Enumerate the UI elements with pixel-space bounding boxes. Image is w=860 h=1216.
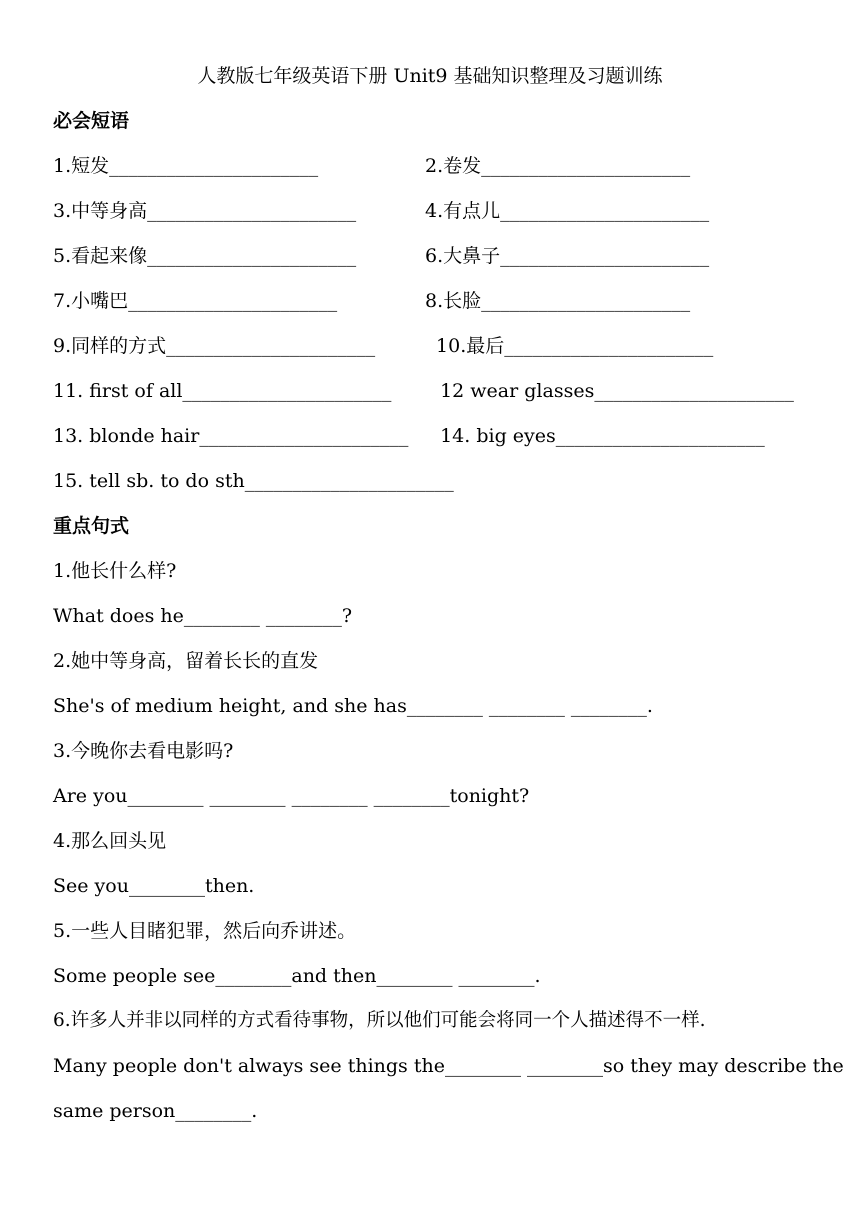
sentence-chinese: 4.那么回头见	[53, 830, 167, 852]
phrase-item: 9.同样的方式______________________	[53, 335, 376, 357]
sentence-english: She's of medium height, and she has________ ________ ________.	[53, 695, 653, 717]
page-title: 人教版七年级英语下册 Unit9 基础知识整理及习题训练	[197, 65, 663, 87]
sentence-english: See you________then.	[53, 875, 255, 897]
sentence-english: Are you________ ________ ________ ________tonight?	[53, 785, 530, 807]
sentence-chinese: 3.今晚你去看电影吗?	[53, 740, 234, 762]
phrase-item: 4.有点儿______________________	[425, 200, 710, 222]
phrase-item: 10.最后______________________	[430, 335, 714, 357]
phrase-item: 2.卷发______________________	[425, 155, 691, 177]
sentence-english: What does he________ ________?	[53, 605, 353, 627]
sentence-chinese: 1.他长什么样?	[53, 560, 177, 582]
sentence-chinese: 6.许多人并非以同样的方式看待事物，所以他们可能会将同一个人描述得不一样.	[53, 1010, 706, 1031]
section-heading-phrases: 必会短语	[53, 110, 130, 132]
phrase-item: 11. first of all______________________	[53, 380, 392, 402]
phrase-item: 1.短发______________________	[53, 155, 319, 177]
phrase-item: 3.中等身高______________________	[53, 200, 357, 222]
sentence-english: Many people don't always see things the________ ________so they may describe the	[53, 1055, 844, 1077]
phrase-item: 14. big eyes______________________	[428, 425, 765, 447]
phrase-item: 12 wear glasses_____________________	[428, 380, 794, 402]
section-heading-sentences: 重点句式	[53, 515, 130, 537]
sentence-chinese: 5.一些人目睹犯罪，然后向乔讲述。	[53, 920, 357, 942]
sentence-english: Some people see________and then________ ________.	[53, 965, 541, 987]
phrase-item: 5.看起来像______________________	[53, 245, 357, 267]
phrase-item: 6.大鼻子______________________	[425, 245, 710, 267]
phrase-item: 8.长脸______________________	[425, 290, 691, 312]
phrase-item: 13. blonde hair______________________	[53, 425, 409, 447]
sentence-english: same person________.	[53, 1100, 258, 1122]
sentence-chinese: 2.她中等身高，留着长长的直发	[53, 650, 319, 672]
phrase-item: 7.小嘴巴______________________	[53, 290, 338, 312]
phrase-item: 15. tell sb. to do sth______________________	[53, 470, 454, 492]
